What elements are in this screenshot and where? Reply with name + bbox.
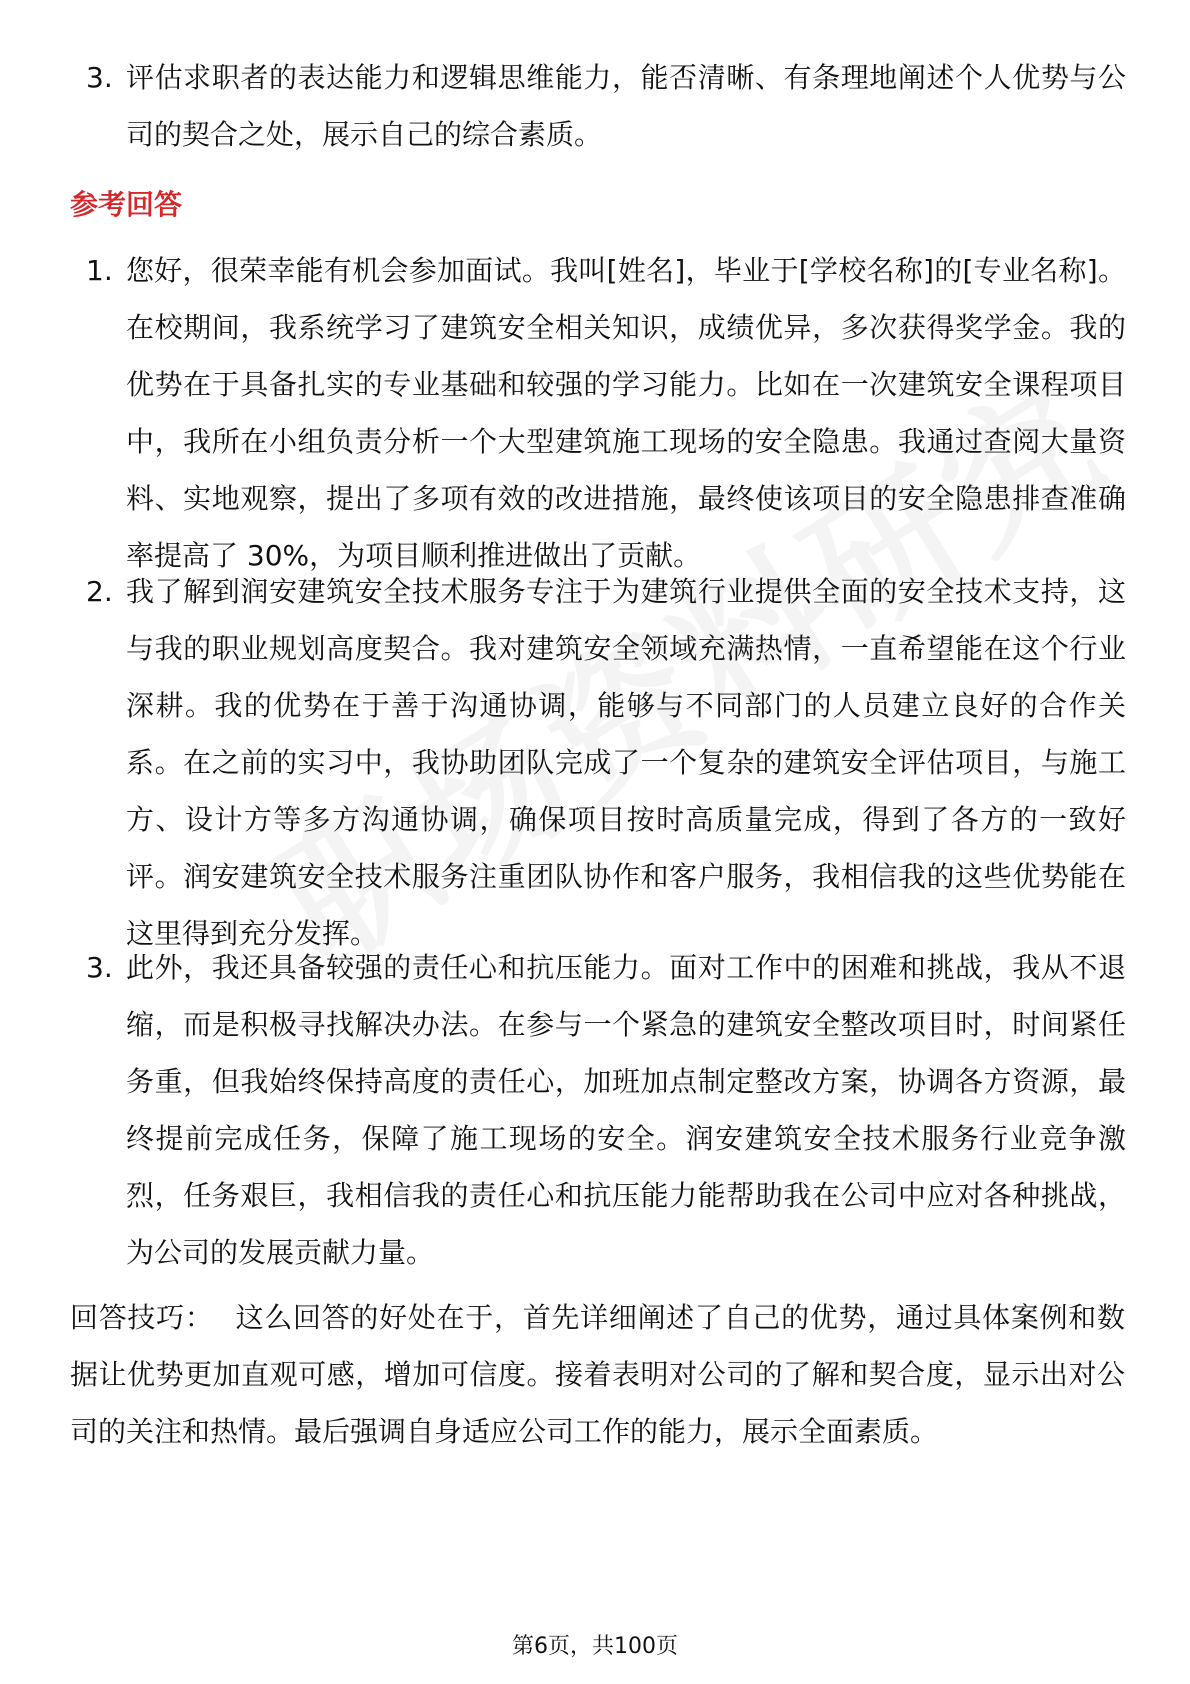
answer-item-2 xyxy=(86,563,1126,962)
page-footer: 第6页，共100页 xyxy=(512,1634,678,1659)
section-title: 参考回答 xyxy=(70,188,183,221)
list-number: 3. xyxy=(86,951,113,984)
list-item-text: 此外，我还具备较强的责任心和抗压能力。面对工作中的困难和挑战，我从不退缩，而是积极寻找解决办法。在参与一个紧急的建筑安全整改项目时，时间紧任务重，但我始终保持高度的责任心，加班加点制定整改方案，协调各方资源，最终提前完成任务，保障了施工现场的安全。润安建筑安全技术服务行业竞争激烈，任务艰巨，我相信我的责任心和抗压能力能帮助我在公司中应对各种挑战，为公司的发展贡献力量。 xyxy=(126,951,1126,1269)
answer-item-3 xyxy=(86,939,1126,1281)
list-number: 3. xyxy=(86,61,113,94)
list-number: 2. xyxy=(86,575,113,608)
list-number: 1. xyxy=(86,254,113,287)
tips-label: 回答技巧： xyxy=(70,1301,214,1334)
list-item-text: 评估求职者的表达能力和逻辑思维能力，能否清晰、有条理地阐述个人优势与公司的契合之处，展示自己的综合素质。 xyxy=(126,61,1126,151)
list-item-text: 我了解到润安建筑安全技术服务专注于为建筑行业提供全面的安全技术支持，这与我的职业规划高度契合。我对建筑安全领域充满热情，一直希望能在这个行业深耕。我的优势在于善于沟通协调，能够与不同部门的人员建立良好的合作关系。在之前的实习中，我协助团队完成了一个复杂的建筑安全评估项目，与施工方、设计方等多方沟通协调，确保项目按时高质量完成，得到了各方的一致好评。润安建筑安全技术服务注重团队协作和客户服务，我相信我的这些优势能在这里得到充分发挥。 xyxy=(126,575,1126,950)
answer-item-1 xyxy=(86,242,1126,584)
answer-tips xyxy=(70,1289,1125,1460)
intro-list-item xyxy=(86,49,1126,163)
tips-text: 这么回答的好处在于，首先详细阐述了自己的优势，通过具体案例和数据让优势更加直观可感，增加可信度。接着表明对公司的了解和契合度，显示出对公司的关注和热情。最后强调自身适应公司工作的能力，展示全面素质。 xyxy=(70,1301,1125,1448)
list-item-text: 您好，很荣幸能有机会参加面试。我叫[姓名]，毕业于[学校名称]的[专业名称]。在校期间，我系统学习了建筑安全相关知识，成绩优异，多次获得奖学金。我的优势在于具备扎实的专业基础和较强的学习能力。比如在一次建筑安全课程项目中，我所在小组负责分析一个大型建筑施工现场的安全隐患。我通过查阅大量资料、实地观察，提出了多项有效的改进措施，最终使该项目的安全隐患排查准确率提高了 30%，为项目顺利推进做出了贡献。 xyxy=(126,254,1126,572)
